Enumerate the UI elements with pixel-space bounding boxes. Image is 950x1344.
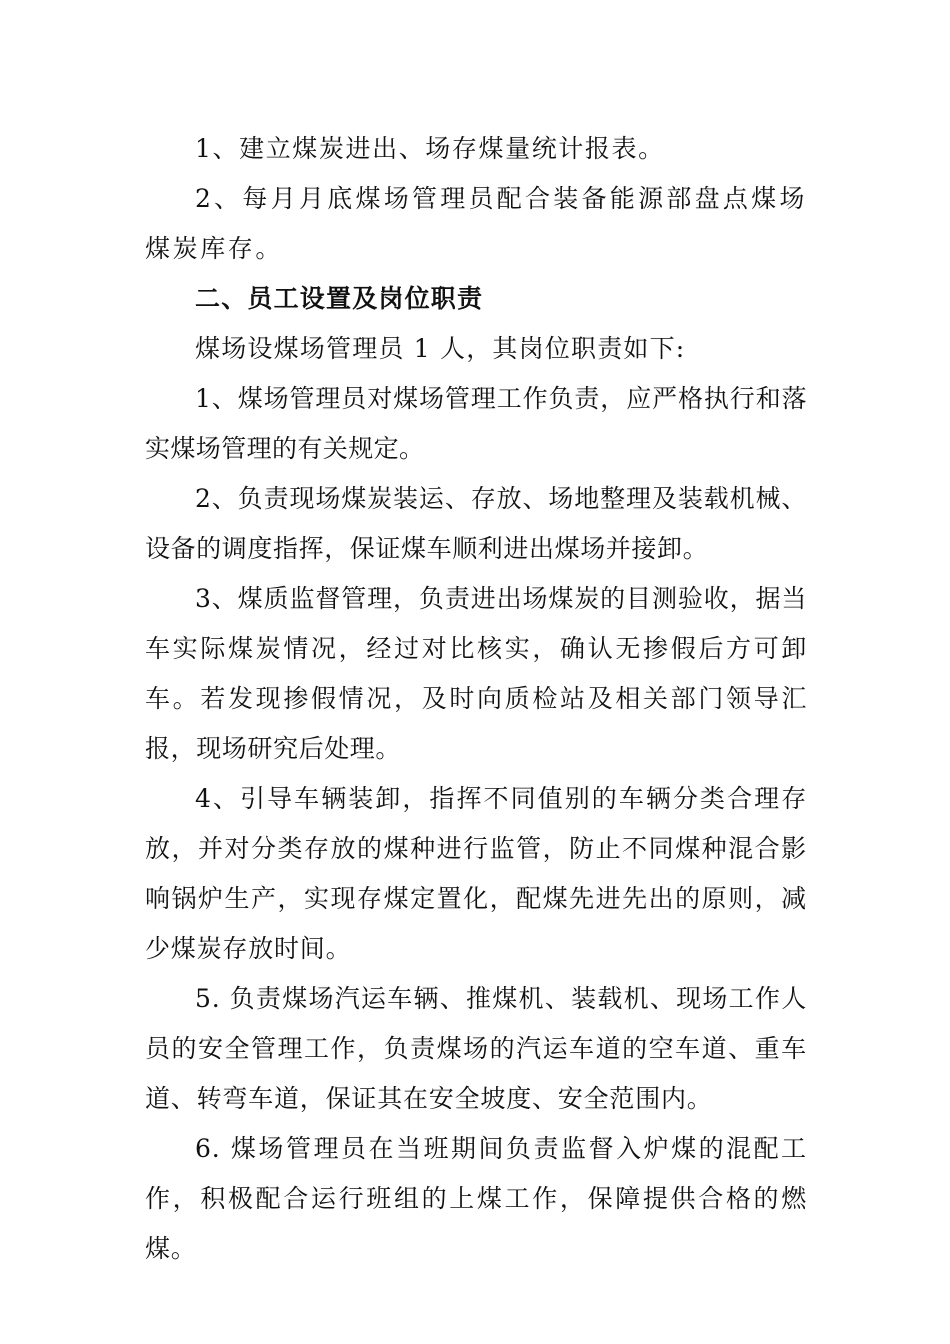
duty-item-5: 5. 负责煤场汽运车辆、推煤机、装载机、现场工作人员的安全管理工作，负责煤场的汽运车道的空车道、重车道、转弯车道，保证其在安全坡度、安全范围内。 [145, 984, 807, 1113]
document-page [145, 124, 807, 1274]
paragraph-statistics-report: 1、建立煤炭进出、场存煤量统计报表。 [195, 134, 665, 163]
duty-item-3: 3、煤质监督管理，负责进出场煤炭的目测验收，据当车实际煤炭情况，经过对比核实，确认无掺假后方可卸车。若发现掺假情况，及时向质检站及相关部门领导汇报，现场研究后处理。 [145, 584, 807, 763]
paragraph-monthly-inventory: 2、每月月底煤场管理员配合装备能源部盘点煤场煤炭库存。 [145, 184, 807, 263]
duty-item-2: 2、负责现场煤炭装运、存放、场地整理及装载机械、设备的调度指挥，保证煤车顺利进出煤场并接卸。 [145, 484, 807, 563]
staffing-intro: 煤场设煤场管理员 1 人，其岗位职责如下: [195, 334, 686, 363]
duty-item-6: 6. 煤场管理员在当班期间负责监督入炉煤的混配工作，积极配合运行班组的上煤工作，保障提供合格的燃煤。 [145, 1134, 807, 1263]
duty-item-4: 4、引导车辆装卸，指挥不同值别的车辆分类合理存放，并对分类存放的煤种进行监管，防止不同煤种混合影响锅炉生产，实现存煤定置化，配煤先进先出的原则，减少煤炭存放时间。 [145, 784, 807, 963]
section-heading: 二、员工设置及岗位职责 [195, 284, 484, 313]
duty-item-1: 1、煤场管理员对煤场管理工作负责，应严格执行和落实煤场管理的有关规定。 [145, 384, 807, 463]
